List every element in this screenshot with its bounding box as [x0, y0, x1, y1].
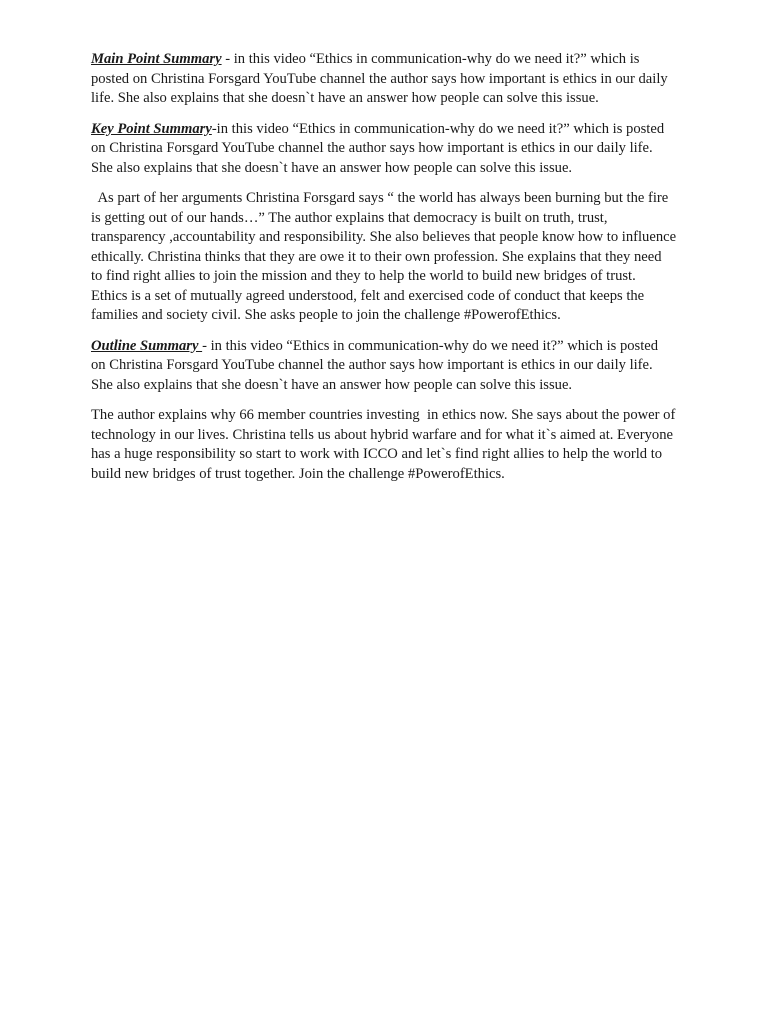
closing-line: The author explains why 66 member countries investing in ethics now. She says about the power of	[91, 407, 676, 423]
arguments-line: is getting out of our hands…” The author explains that democracy is built on truth, trust,	[91, 209, 608, 226]
outline-line-3: She also explains that she doesn`t have an answer how people can solve this issue.	[91, 376, 573, 393]
main-point-line-2: posted on Christina Forsgard YouTube channel the author says how important is ethics in our daily	[91, 70, 668, 87]
outline-line-2: on Christina Forsgard YouTube channel the author says how important is ethics in our daily life.	[91, 357, 653, 373]
key-point-summary-paragraph	[91, 120, 721, 179]
key-point-line-1-text: -in this video “Ethics in communication-why do we need it?” which is posted	[211, 120, 665, 137]
main-point-summary-paragraph	[91, 50, 721, 109]
closing-line: build new bridges of trust together. Join the challenge #PowerofEthics.	[91, 465, 505, 482]
closing-line: has a huge responsibility so start to work with ICCO and let`s find right allies to help the world to	[91, 446, 663, 462]
key-point-line-2: on Christina Forsgard YouTube channel the author says how important is ethics in our daily life.	[91, 140, 653, 156]
key-point-line-3: She also explains that she doesn`t have an answer how people can solve this issue.	[91, 159, 573, 176]
arguments-line: transparency ,accountability and responsibility. She also believes that people know how to influence	[91, 229, 677, 245]
arguments-line: to find right allies to join the mission and they to help the world to build new bridges of trust.	[91, 268, 636, 284]
main-point-line-3: life. She also explains that she doesn`t have an answer how people can solve this issue.	[91, 90, 599, 106]
arguments-line: Ethics is a set of mutually agreed understood, felt and exercised code of conduct that keeps the	[91, 287, 645, 304]
main-point-line-1	[91, 50, 721, 70]
document-page	[91, 50, 721, 495]
arguments-line: ethically. Christina thinks that they are owe it to their own profession. She explains that they need	[91, 248, 662, 265]
outline-summary-heading: Outline Summary	[91, 337, 203, 354]
closing-line: technology in our lives. Christina tells us about hybrid warfare and for what it`s aimed at. Everyone	[91, 426, 673, 443]
key-point-line-1	[91, 120, 721, 140]
arguments-line: families and society civil. She asks people to join the challenge #PowerofEthics.	[91, 307, 561, 323]
arguments-paragraph	[91, 189, 721, 326]
key-point-summary-heading: Key Point Summary	[91, 120, 212, 137]
outline-summary-paragraph	[91, 337, 721, 396]
closing-paragraph	[91, 406, 721, 484]
main-point-summary-heading: Main Point Summary	[91, 51, 222, 67]
outline-line-1	[91, 337, 721, 357]
arguments-line: As part of her arguments Christina Forsgard says “ the world has always been burning but the fire	[91, 190, 669, 206]
main-point-line-1-text: - in this video “Ethics in communication-why do we need it?” which is	[221, 51, 640, 67]
outline-line-1-text: - in this video “Ethics in communication-why do we need it?” which is posted	[202, 337, 659, 354]
